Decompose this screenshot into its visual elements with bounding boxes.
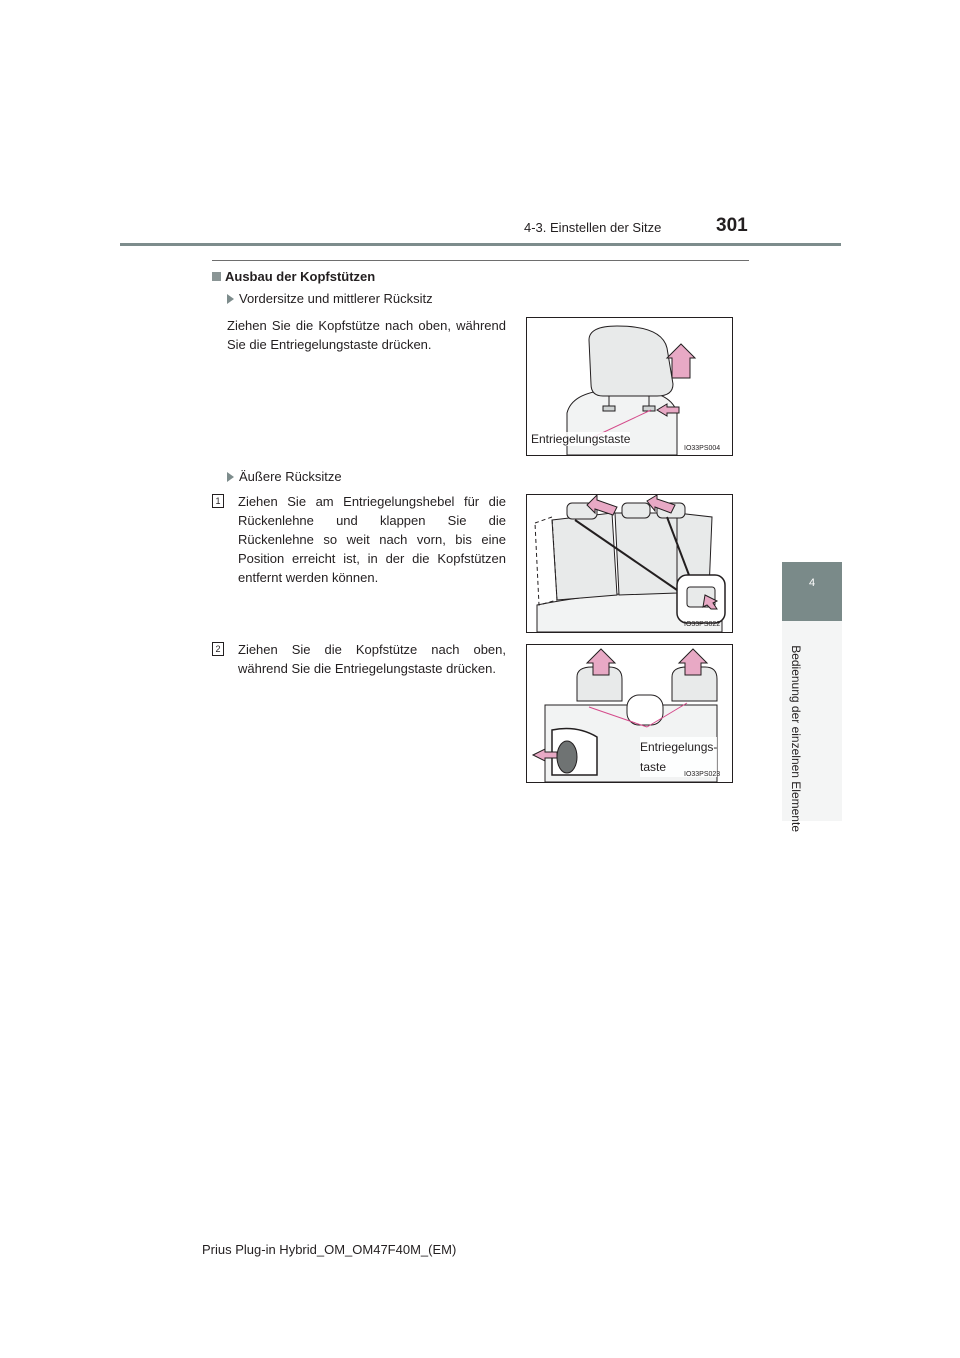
figure-label-line-1: Entriegelungs- (640, 740, 718, 754)
chapter-title-wrap (789, 629, 803, 832)
footer-model: Prius Plug-in Hybrid_OM_OM47F40M_(EM) (202, 1242, 457, 1257)
square-bullet-icon (212, 272, 221, 281)
figure-label-line-2: taste (640, 760, 667, 774)
section-heading (212, 269, 375, 284)
subsection-outer-rear-seats (227, 469, 342, 484)
step-number-2: 2 (212, 642, 224, 656)
chapter-number: 4 (808, 577, 816, 589)
header-rule (120, 243, 841, 246)
figure-front-headrest (526, 317, 733, 456)
figure-code: IO33PS004 (684, 445, 721, 452)
triangle-bullet-icon (227, 472, 234, 482)
step-number-1: 1 (212, 494, 224, 508)
subsection-front-seats (227, 291, 433, 306)
figure-code: IO33PS022 (684, 621, 721, 628)
content-rule (212, 260, 749, 261)
subsection-title: Vordersitze und mittlerer Rücksitz (239, 291, 433, 306)
heading-text: Ausbau der Kopfstützen (225, 269, 376, 284)
section-title: 4-3. Einstellen der Sitze (524, 220, 662, 235)
chapter-tab[interactable] (782, 562, 842, 621)
page-number: 301 (716, 215, 748, 236)
figure-code: IO33PS023 (684, 771, 721, 778)
figure-outer-headrest (526, 644, 733, 783)
instruction-text: Ziehen Sie die Kopfstütze nach oben, während Sie die Entriegelungstaste drücken. (227, 318, 506, 352)
triangle-bullet-icon (227, 294, 234, 304)
figure-rear-seatbacks (526, 494, 733, 633)
subsection-title: Äußere Rücksitze (239, 469, 342, 484)
step-1-text: Ziehen Sie am Entriegelungshebel für die Rückenlehne und klappen Sie die Rückenlehne so weit nach vorn, bis eine Position erreicht ist, in der die Kopfstützen entfernt werden können. (238, 494, 506, 585)
step-2-text: Ziehen Sie die Kopfstütze nach oben, während Sie die Entriegelungstaste drücken. (238, 642, 506, 676)
chapter-title: Bedienung der einzelnen Elemente (789, 645, 803, 832)
figure-label: Entriegelungstaste (531, 432, 631, 446)
